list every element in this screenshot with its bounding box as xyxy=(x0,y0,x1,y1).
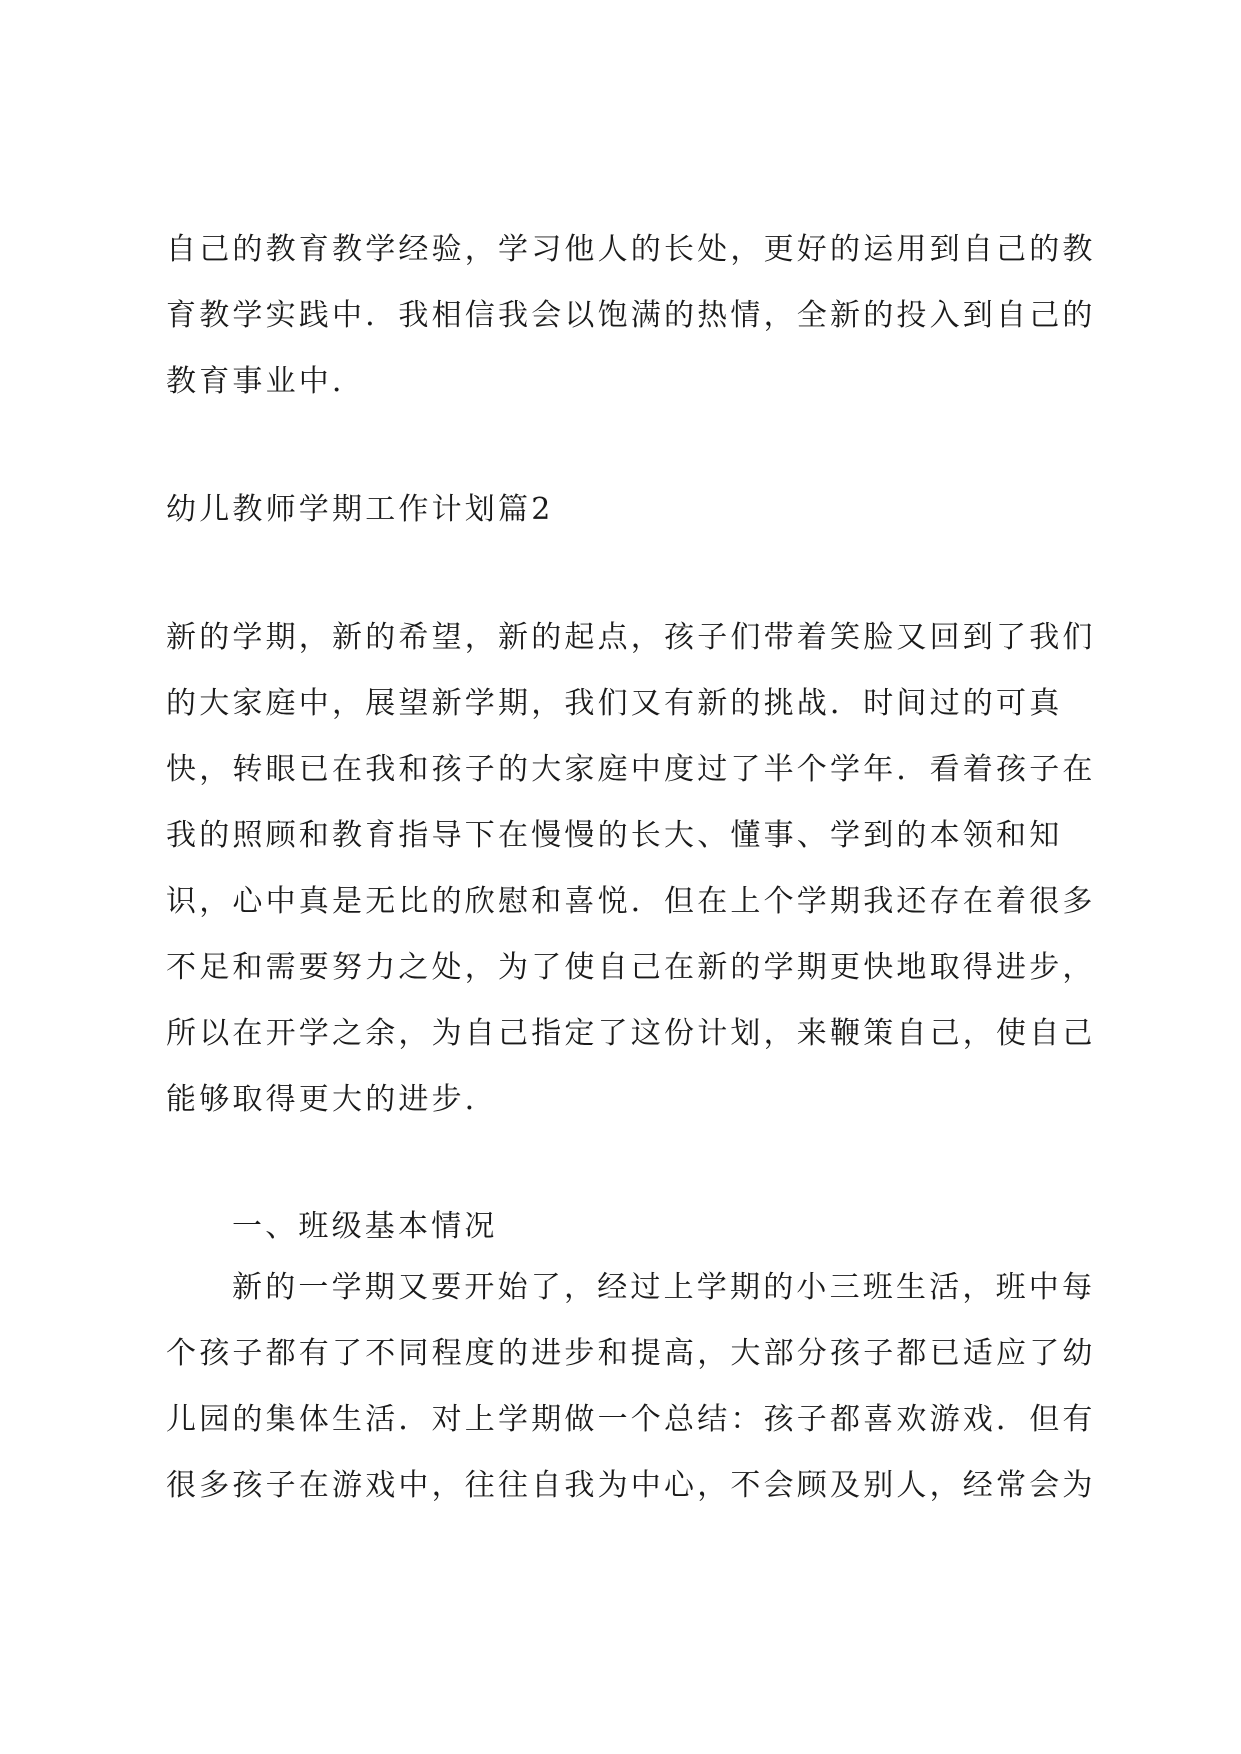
section-title: 幼儿教师学期工作计划篇2 xyxy=(166,492,554,527)
paragraph-line: 快，转眼已在我和孩子的大家庭中度过了半个学年．看着孩子在 xyxy=(166,752,1096,787)
paragraph-line: 自己的教育教学经验，学习他人的长处，更好的运用到自己的教 xyxy=(166,232,1096,267)
paragraph-line: 很多孩子在游戏中，往往自我为中心，不会顾及别人，经常会为 xyxy=(166,1468,1096,1503)
paragraph-line: 所以在开学之余，为自己指定了这份计划，来鞭策自己，使自己 xyxy=(166,1016,1096,1051)
paragraph-line: 个孩子都有了不同程度的进步和提高，大部分孩子都已适应了幼 xyxy=(166,1336,1096,1371)
paragraph-line: 育教学实践中．我相信我会以饱满的热情，全新的投入到自己的 xyxy=(166,298,1096,333)
paragraph-line: 新的一学期又要开始了，经过上学期的小三班生活，班中每 xyxy=(232,1270,1096,1305)
paragraph-line: 教育事业中． xyxy=(166,364,366,399)
subsection-heading: 一、班级基本情况 xyxy=(232,1209,498,1244)
paragraph-line: 的大家庭中，展望新学期，我们又有新的挑战．时间过的可真 xyxy=(166,686,1063,721)
paragraph-line: 不足和需要努力之处，为了使自己在新的学期更快地取得进步， xyxy=(166,950,1096,985)
paragraph-line: 新的学期，新的希望，新的起点，孩子们带着笑脸又回到了我们 xyxy=(166,620,1096,655)
paragraph-line: 识，心中真是无比的欣慰和喜悦．但在上个学期我还存在着很多 xyxy=(166,884,1096,919)
paragraph-line: 能够取得更大的进步． xyxy=(166,1082,498,1117)
paragraph-line: 我的照顾和教育指导下在慢慢的长大、懂事、学到的本领和知 xyxy=(166,818,1063,853)
paragraph-line: 儿园的集体生活．对上学期做一个总结：孩子都喜欢游戏．但有 xyxy=(166,1402,1096,1437)
